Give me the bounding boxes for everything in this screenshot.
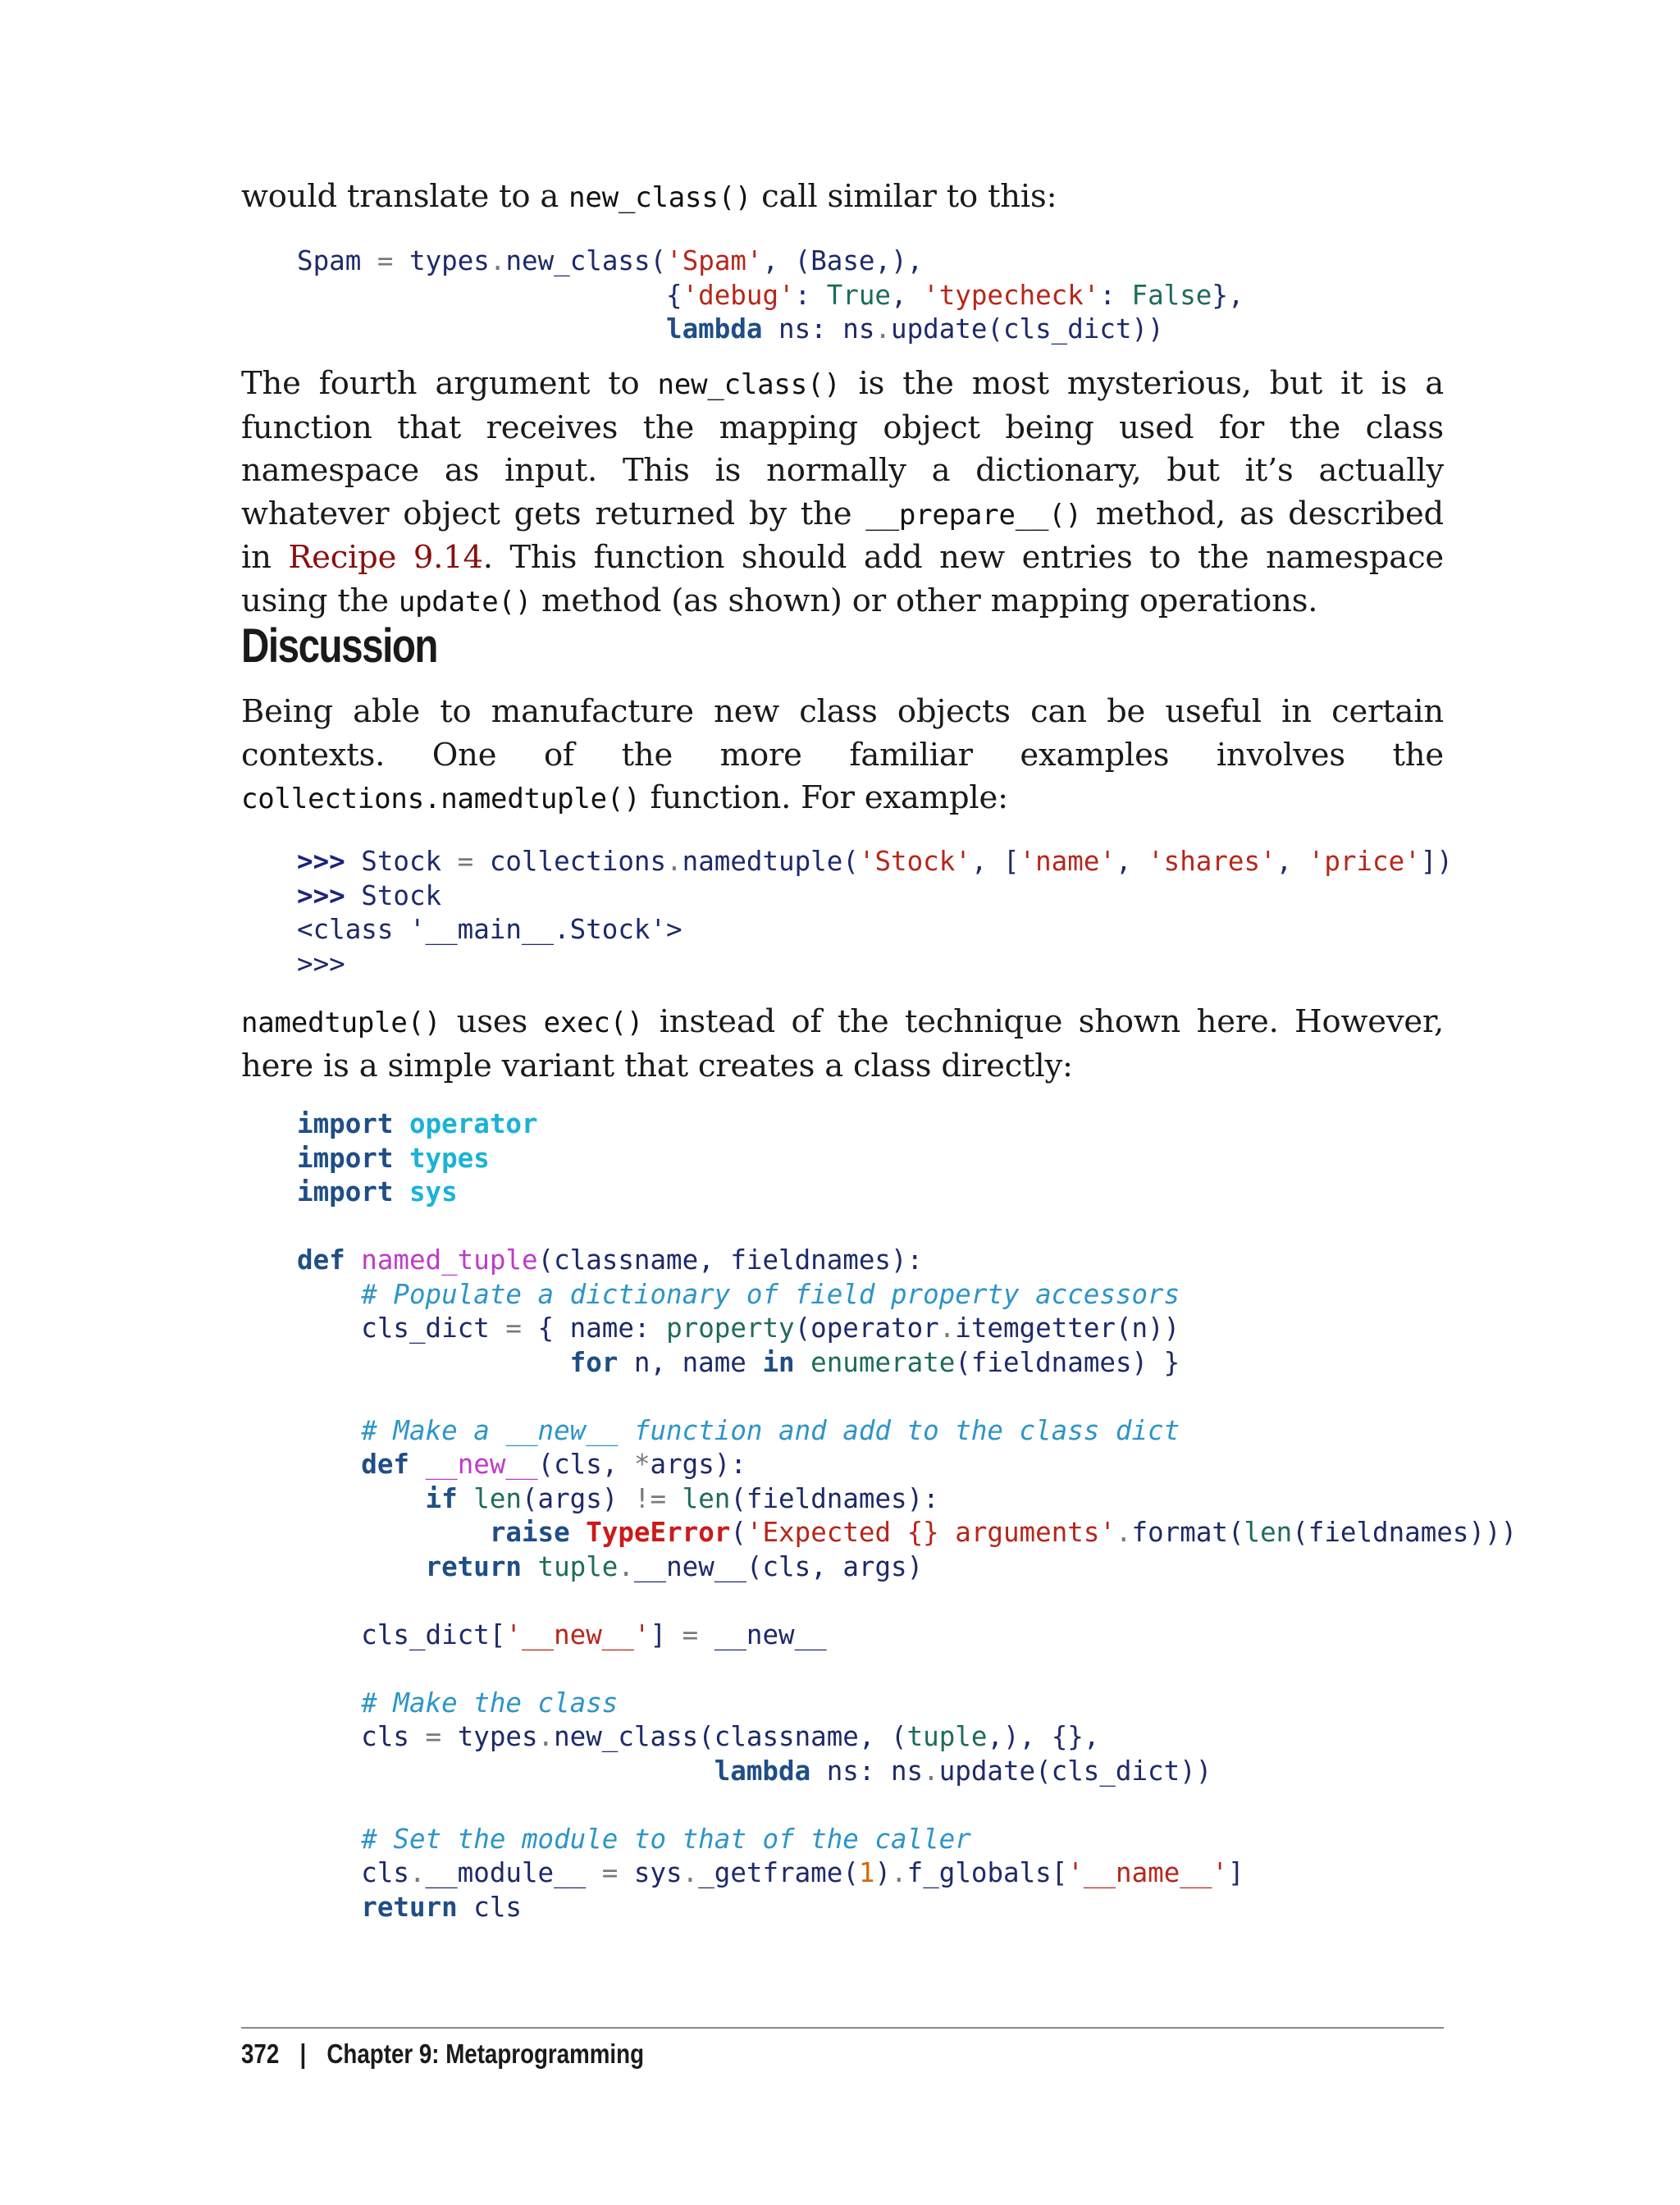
footer-separator: | <box>299 2038 307 2069</box>
text-run: function. For example: <box>640 779 1008 816</box>
page-footer <box>241 2038 644 2070</box>
section-heading: Discussion <box>241 619 437 673</box>
paragraph-intro <box>241 176 1444 220</box>
recipe-link[interactable]: Recipe 9.14 <box>288 539 483 576</box>
text-run: . This function should add new entries to the namespace using the <box>241 539 1445 619</box>
text-run: call similar to this: <box>751 178 1057 215</box>
text-run: is the most mysterious, but it is a function that receives the mapping object being used for the class namespace as input. This is normally a dictionary, but it’s actually whatever object gets returned by the <box>241 365 1444 532</box>
text-run: method, as described in <box>241 495 1444 576</box>
code-block-new-class-call: Spam = types.new_class('Spam', (Base,), {'debug': True, 'typecheck': False}, lambda ns: ns.update(cls_dict)) <box>297 245 1244 345</box>
footer-rule <box>241 2027 1444 2029</box>
paragraph-discussion <box>241 691 1444 821</box>
code-block-named-tuple-function: import operator import types import sys def named_tuple(classname, fieldnames): # Populate a dictionary of field property accessors cls_dict = { name: property(operator.itemgetter(n)) for n, name in enumerate(fieldnames) } # Make a __new__ function and add to the class dict def __new__(cls, *args): if len(args) != len(fieldnames): raise TypeError('Expected {} arguments'.format(len(fieldnames))) return tuple.__new__(cls, args) cls_dict['__new__'] = __new__ # Make the class cls = types.new_class(classname, (tuple,), {}, lambda ns: ns.update(cls_dict)) # Set the module to that of the caller cls.__module__ = sys._getframe(1).f_globals['__name__'] return cls <box>297 1108 1518 1923</box>
paragraph-namedtuple-exec <box>241 1001 1444 1088</box>
code-block-namedtuple-example: >>> Stock = collections.namedtuple('Stock', ['name', 'shares', 'price']) >>> Stock <class '__main__.Stock'> >>> <box>297 846 1453 979</box>
text-run: Being able to manufacture new class objects can be useful in certain contexts. One of the more familiar examples involves the <box>241 693 1444 774</box>
text-run: uses <box>441 1003 544 1040</box>
text-run: instead of the technique shown here. However, here is a simple variant that creates a class directly: <box>241 1003 1444 1084</box>
paragraph-fourth-argument <box>241 363 1444 623</box>
inline-code: collections.namedtuple() <box>241 783 641 815</box>
inline-code: update() <box>398 585 532 619</box>
inline-code: new_class() <box>568 181 752 214</box>
inline-code: exec() <box>543 1007 644 1039</box>
chapter-title: Chapter 9: Metaprogramming <box>326 2038 645 2069</box>
text-run: method (as shown) or other mapping operations. <box>532 582 1318 619</box>
text-run: would translate to a <box>241 178 569 215</box>
inline-code: new_class() <box>657 368 841 401</box>
code-token: Base <box>810 245 875 276</box>
code-token: types <box>409 245 490 276</box>
code-token: new_class <box>505 245 651 276</box>
code-token: Spam <box>297 245 362 276</box>
page-number: 372 <box>241 2038 280 2069</box>
text-run: The fourth argument to <box>241 365 658 402</box>
inline-code: namedtuple() <box>241 1007 441 1039</box>
inline-code: __prepare__() <box>865 498 1082 532</box>
